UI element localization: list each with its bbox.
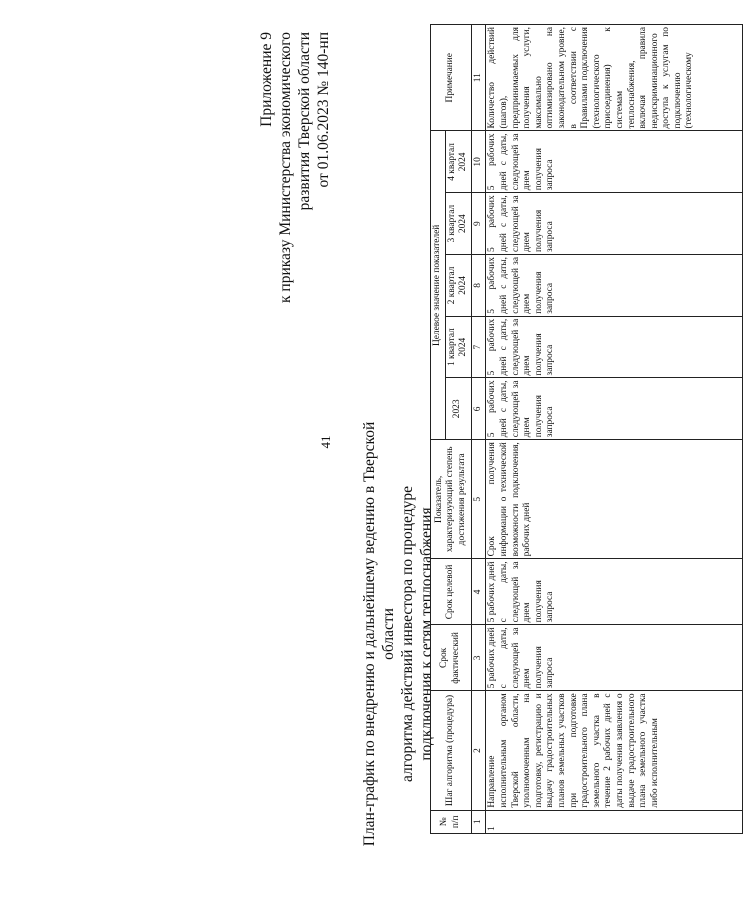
approval-line-1: Приложение 9 [258, 32, 275, 127]
column-number: 2 [471, 691, 486, 810]
approval-line-2: к приказу Министерства экономического [277, 32, 294, 303]
page-number: 41 [318, 435, 333, 449]
header-num: № п/п [431, 810, 472, 833]
table-row [486, 25, 743, 834]
header-period: 3 квартал 2024 [445, 193, 471, 255]
column-number: 1 [471, 810, 486, 833]
row-value-q1: 5 рабочих дней с даты, следующей за днем получения запроса [486, 316, 743, 378]
row-actual: 5 рабочих дней с даты, следующей за днем получения запроса [486, 625, 743, 691]
title-line-2: алгоритма действий инвестора по процедуре [399, 486, 416, 782]
row-step: Направление исполнительным органом Тверской области, уполномоченным на подготовку, регистрацию и выдачу градостроительных планов земельных участков при подготовке градостроительного плана земельного участка в течение 2 рабочих дней с даты получения заявления о выдаче градостроительного плана земельного участка либо исполнительным [486, 691, 743, 810]
header-step: Шаг алгоритма (процедура) [431, 691, 472, 810]
row-indicator: Срок получения информации о технической возможности подключения, рабочих дней [486, 440, 743, 559]
row-num: 1 [486, 810, 743, 833]
plan-table [430, 24, 743, 834]
column-number: 9 [471, 193, 486, 255]
row-target: 5 рабочих дней с даты, следующей за днем получения запроса [486, 559, 743, 625]
column-number: 10 [471, 131, 486, 193]
column-number: 11 [471, 25, 486, 132]
header-period: 2 квартал 2024 [445, 255, 471, 317]
row-value-2023: 5 рабочих дней с даты, следующей за днем получения запроса [486, 378, 743, 440]
title-line-1: План-график по внедрению и дальнейшему ведению в Тверской области [361, 421, 397, 847]
header-target-value: Целевое значение показателей [431, 131, 446, 440]
column-number-row [471, 25, 486, 834]
approval-line-3: развития Тверской области [296, 32, 313, 211]
document-title [360, 394, 436, 874]
row-value-q2: 5 рабочих дней с даты, следующей за днем получения запроса [486, 255, 743, 317]
row-value-q3: 5 рабочих дней с даты, следующей за днем получения запроса [486, 193, 743, 255]
title-line-3: подключения к сетям теплоснабжения [418, 507, 435, 761]
row-note: Количество действий (шагов), предпринимаемых для получения услуги, максимально оптимизировано на законодательном уровне, в соответствии с Правилами подключения (технологического присоединения) к системам теплоснабжения, включая правила недискриминационного доступа к услугам по подключению (технологическому [486, 25, 743, 132]
header-target: Срок целевой [431, 559, 472, 625]
header-indicator: Показатель, характеризующий степень достижения результата [431, 440, 472, 559]
approval-block [257, 32, 333, 392]
header-note: Примечание [431, 25, 472, 132]
column-number: 7 [471, 316, 486, 378]
column-number: 3 [471, 625, 486, 691]
approval-line-4: от 01.06.2023 № 140-нп [315, 32, 332, 188]
column-number: 8 [471, 255, 486, 317]
column-number: 4 [471, 559, 486, 625]
row-value-q4: 5 рабочих дней с даты, следующей за днем получения запроса [486, 131, 743, 193]
landscape-page [254, 24, 695, 874]
header-period: 4 квартал 2024 [445, 131, 471, 193]
header-row-1 [431, 25, 446, 834]
column-number: 6 [471, 378, 486, 440]
column-number: 5 [471, 440, 486, 559]
header-actual: Срок фактический [431, 625, 472, 691]
header-period: 2023 [445, 378, 471, 440]
header-period: 1 квартал 2024 [445, 316, 471, 378]
